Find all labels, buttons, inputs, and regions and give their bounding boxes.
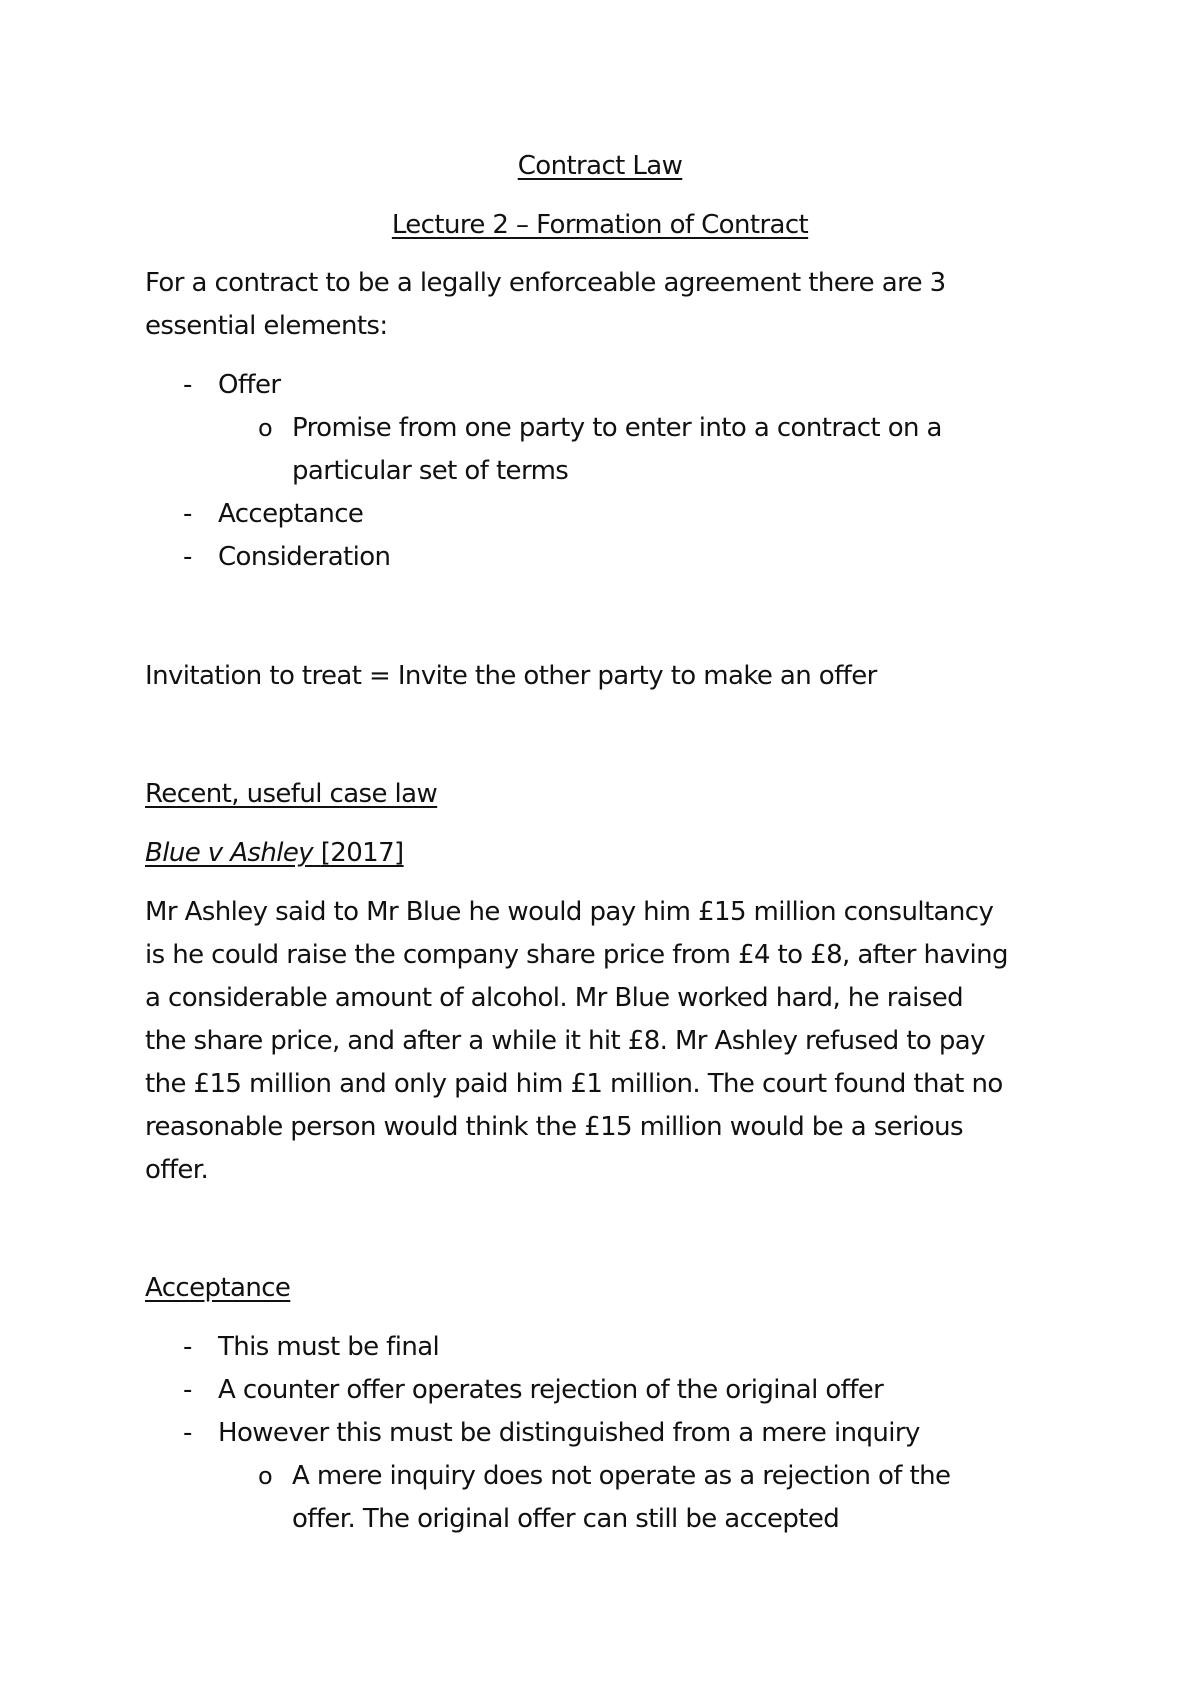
case-text-line: offer. (145, 1155, 209, 1185)
sub-item-offer-line-2: particular set of terms (292, 456, 569, 486)
list-item-offer: Offer (218, 370, 281, 400)
intro-text-line-1: For a contract to be a legally enforceable agreement there are 3 (145, 268, 946, 298)
dash-bullet: - (183, 542, 193, 572)
acceptance-heading: Acceptance (145, 1273, 291, 1303)
circle-bullet: o (258, 414, 273, 442)
case-year: [2017] (320, 838, 404, 868)
inquiry-sub-line-2: offer. The original offer can still be accepted (292, 1504, 840, 1534)
dash-bullet: - (183, 499, 193, 529)
case-name: Blue v Ashley (145, 838, 314, 868)
dash-bullet: - (183, 1418, 193, 1448)
inquiry-sub-line-1: A mere inquiry does not operate as a rejection of the (292, 1461, 951, 1491)
sub-item-offer-line-1: Promise from one party to enter into a contract on a (292, 413, 942, 443)
case-text-line: reasonable person would think the £15 million would be a serious (145, 1112, 963, 1142)
case-law-heading: Recent, useful case law (145, 779, 438, 809)
case-text-line: a considerable amount of alcohol. Mr Blue worked hard, he raised (145, 983, 964, 1013)
acceptance-point: A counter offer operates rejection of the original offer (218, 1375, 884, 1405)
lecture-subtitle: Lecture 2 – Formation of Contract (391, 210, 809, 240)
list-item-consideration: Consideration (218, 542, 391, 572)
dash-bullet: - (183, 370, 193, 400)
intro-text-line-2: essential elements: (145, 311, 388, 341)
case-text-line: is he could raise the company share price from £4 to £8, after having (145, 940, 1008, 970)
case-text-line: the share price, and after a while it hit £8. Mr Ashley refused to pay (145, 1026, 985, 1056)
case-text-line: Mr Ashley said to Mr Blue he would pay him £15 million consultancy (145, 897, 994, 927)
case-citation (145, 832, 404, 875)
invitation-to-treat: Invitation to treat = Invite the other party to make an offer (145, 661, 877, 691)
case-text-line: the £15 million and only paid him £1 million. The court found that no (145, 1069, 1003, 1099)
list-item-acceptance: Acceptance (218, 499, 364, 529)
acceptance-point: However this must be distinguished from a mere inquiry (218, 1418, 920, 1448)
acceptance-point: This must be final (218, 1332, 440, 1362)
page-title: Contract Law (517, 151, 683, 181)
dash-bullet: - (183, 1375, 193, 1405)
circle-bullet: o (258, 1462, 273, 1490)
dash-bullet: - (183, 1332, 193, 1362)
